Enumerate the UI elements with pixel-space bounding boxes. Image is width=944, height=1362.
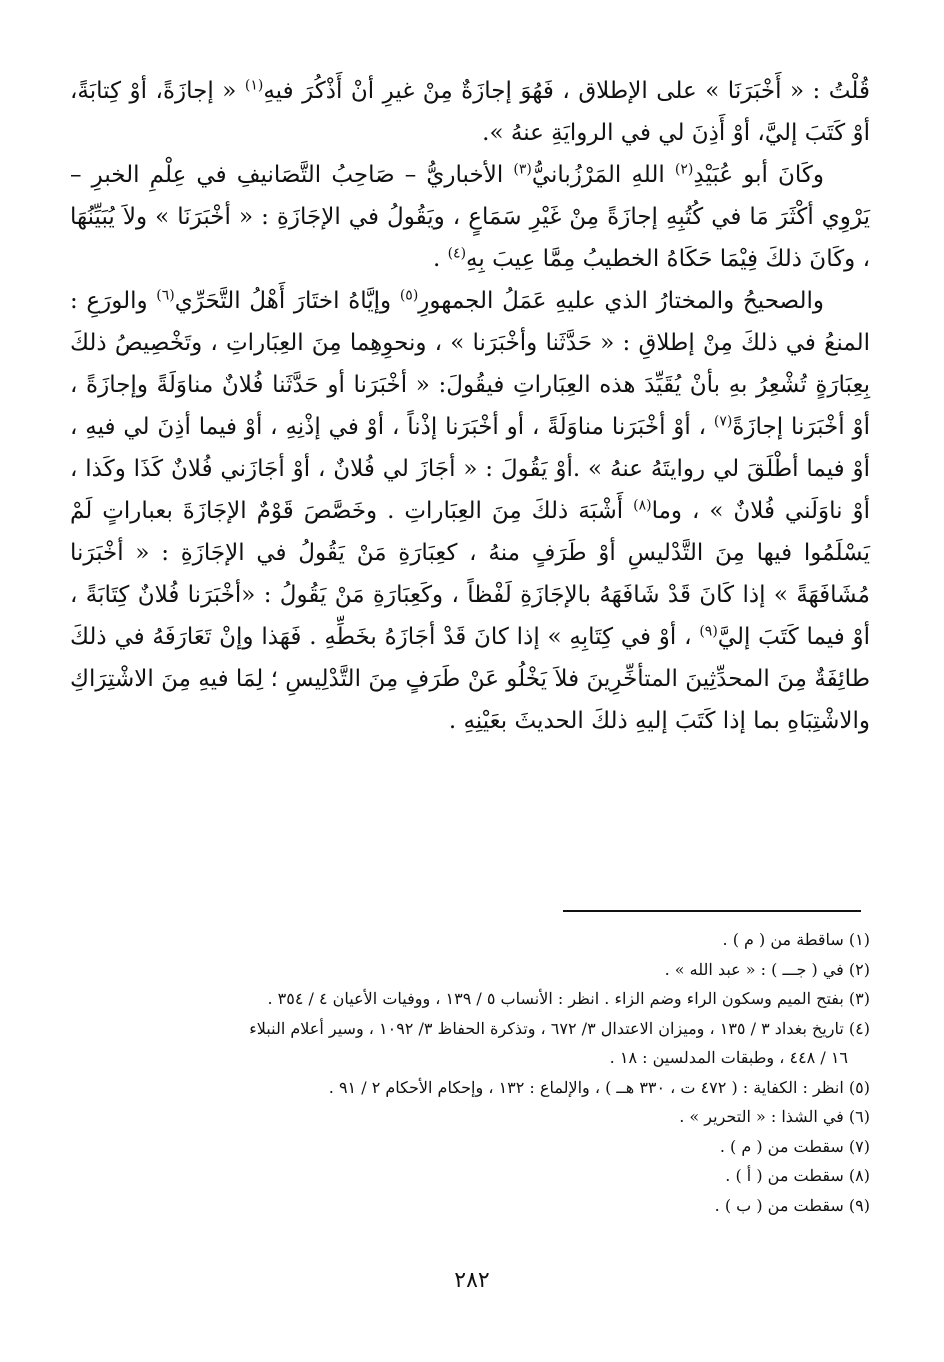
footnote bbox=[70, 1132, 870, 1162]
footnote-text: (٨) سقطت من ( أ ) . bbox=[725, 1166, 870, 1185]
footnote-text: (١) ساقطة من ( م ) . bbox=[722, 930, 870, 949]
text-run: قُلْتُ : « أَخْبَرَنَا » على الإطلاق ، فَهُوَ إجازَةٌ مِنْ غيرِ أنْ أَذْكُرَ فيهِ bbox=[263, 78, 870, 104]
footnote-text: (٦) في الشذا : « التحرير » . bbox=[679, 1107, 870, 1126]
footnote bbox=[70, 984, 870, 1014]
text-run: ، أوْ في كِتَابِهِ » إذا كانَ قَدْ أجَازَهُ بخَطِّهِ . فَهَذا وإنْ تَعَارَفَهُ في ذلكَ طائِفَةٌ مِنَ المحدِّثِينَ المتأخِّرِينَ فلاَ يَخْلُو عَنْ طَرَفٍ مِنَ التَّدْلِيسِ ؛ لِمَا فيهِ مِنَ الاشْتِرَاكِ والاشْتِبَاهِ بما إذا كَتَبَ إليهِ ذلكَ الحديثَ بعَيْنِهِ . bbox=[70, 624, 870, 734]
footnote bbox=[70, 1191, 870, 1221]
text-run: . bbox=[432, 246, 448, 272]
footnote-marker: (٩) bbox=[699, 623, 718, 640]
footnote bbox=[70, 1102, 870, 1132]
page-number: ٢٨٢ bbox=[454, 1268, 490, 1293]
text-run: أَشْبَهَ ذلكَ مِنَ العِبَاراتِ . وخَصَّصَ قَوْمٌ الإجَازَةَ بعباراتٍ لَمْ يَسْلَمُوا فيها مِنَ التَّدْليسِ أوْ طَرَفٍ منهُ ، كعِبَارَةِ مَنْ يَقُولُ في الإجَازَةِ : « أخْبَرَنا مُشَافَهَةً » إذا كَانَ قَدْ شَافَهَهُ بالإجَازَةِ لَفْظاً ، وكَعِبَارَةِ مَنْ يَقُولُ : «أخْبَرَنا فُلانٌ كِتَابَةً ، أوْ فيما كَتَبَ إليَّ bbox=[70, 498, 870, 650]
footnote-marker: (١) bbox=[244, 77, 264, 94]
text-run: وكَانَ أبو عُبَيْدِ bbox=[693, 162, 824, 188]
footnote bbox=[70, 1161, 870, 1191]
footnote-text: (٧) سقطت من ( م ) . bbox=[719, 1136, 870, 1156]
footnote-text: (٢) في ( جـــ ) : « عبد الله » . bbox=[664, 959, 870, 979]
footnote-marker: (٧) bbox=[713, 413, 733, 430]
footnote-marker: (٣) bbox=[513, 161, 532, 178]
footnote bbox=[70, 1073, 870, 1103]
footnote-marker: (٦) bbox=[156, 287, 175, 304]
footnote bbox=[70, 955, 870, 985]
footnote-separator bbox=[563, 910, 861, 912]
footnote-marker: (٨) bbox=[633, 497, 652, 514]
footnote bbox=[70, 925, 870, 955]
paragraph bbox=[70, 280, 870, 742]
footnote-text: (٥) انظر : الكفاية : ( ٤٧٢ ت ، ٣٣٠ هــ ) ، والإلماع : ١٣٢ ، وإحكام الأحكام ٢ / ٩١ . bbox=[328, 1077, 870, 1097]
footnote bbox=[70, 1014, 870, 1073]
footnotes-section bbox=[70, 925, 870, 1220]
text-run: اللهِ المَرْزُبانيُّ bbox=[531, 162, 675, 188]
paragraph bbox=[70, 70, 870, 154]
footnote-continuation: ١٦ / ٤٤٨ ، وطبقات المدلسين : ١٨ . bbox=[609, 1048, 848, 1067]
footnote-marker: (٤) bbox=[447, 245, 467, 262]
text-run: ، أوْ أخْبَرَنا مناوَلَةً ، أو أخْبَرَنا إذْناً ، أوْ في إذْنِهِ ، أوْ فيما أذِنَ لي فيهِ ، أوْ فيما أطْلَقَ لي روايتَهُ عنهُ » .أوْ يَقُولَ : « أجَازَ لي فُلانٌ ، أوْ أجَازَني فُلانٌ كَذَا وكَذا ، أوْ ناوَلَني فُلانٌ » ، وما bbox=[70, 414, 870, 524]
footnote-marker: (٥) bbox=[399, 287, 419, 304]
text-run: الأخباريُّ – صَاحِبُ التَّصَانيفِ في عِلْمِ الخبرِ – يَرْوِي أكْثَرَ مَا في كُتُبِهِ إجازَةً مِنْ غَيْرِ سَمَاعٍ ، ويَقُولُ في الإجَازَةِ : « أخْبَرَنَا » ولاَ يُبَيِّنُهَا ، وكَانَ ذلكَ فِيْمَا حَكَاهُ الخطيبُ مِمَّا عِيبَ بِهِ bbox=[70, 162, 870, 272]
footnote-text: (٤) تاريخ بغداد ٣ / ١٣٥ ، وميزان الاعتدال ٣/ ٦٧٢ ، وتذكرة الحفاظ ٣/ ١٠٩٢ ، وسير أعلام النبلاء bbox=[249, 1018, 870, 1038]
text-run: وإيَّاهُ اختَارَ أَهْلُ التَّحَرِّي bbox=[174, 288, 400, 314]
text-run: والصحيحُ والمختارُ الذي عليهِ عَمَلُ الجمهورِ bbox=[418, 288, 824, 314]
footnote-text: (٣) بفتح الميم وسكون الراء وضم الزاء . انظر : الأنساب ٥ / ١٣٩ ، ووفيات الأعيان ٤ / ٣٥٤ . bbox=[267, 989, 870, 1008]
text-run: والورَعِ : المنعُ في ذلكَ مِنْ إطلاقِ : « حَدَّثَنا وأخْبَرَنا » ، ونحوِهِما مِنَ العِبَاراتِ ، وتَخْصِيصُ ذلكَ بِعِبَارَةٍ تُشْعِرُ بهِ بأنْ يُقَيِّدَ هذه العِبَاراتِ فيقُولَ: « أخْبَرَنا أو حَدَّثَنا فُلانٌ مناوَلَةً وإجازَةً ، أوْ أخْبَرَنا إجازَةً bbox=[70, 288, 870, 440]
paragraph bbox=[70, 154, 870, 280]
text-run: « إجازَةً، أوْ كِتابَةً، أوْ كَتَبَ إليَّ، أوْ أَذِنَ لي في الروايَةِ عنهُ ». bbox=[70, 78, 870, 146]
main-text-body bbox=[70, 70, 870, 742]
footnote-text: (٩) سقطت من ( ب ) . bbox=[714, 1195, 870, 1215]
footnote-marker: (٢) bbox=[674, 161, 694, 178]
